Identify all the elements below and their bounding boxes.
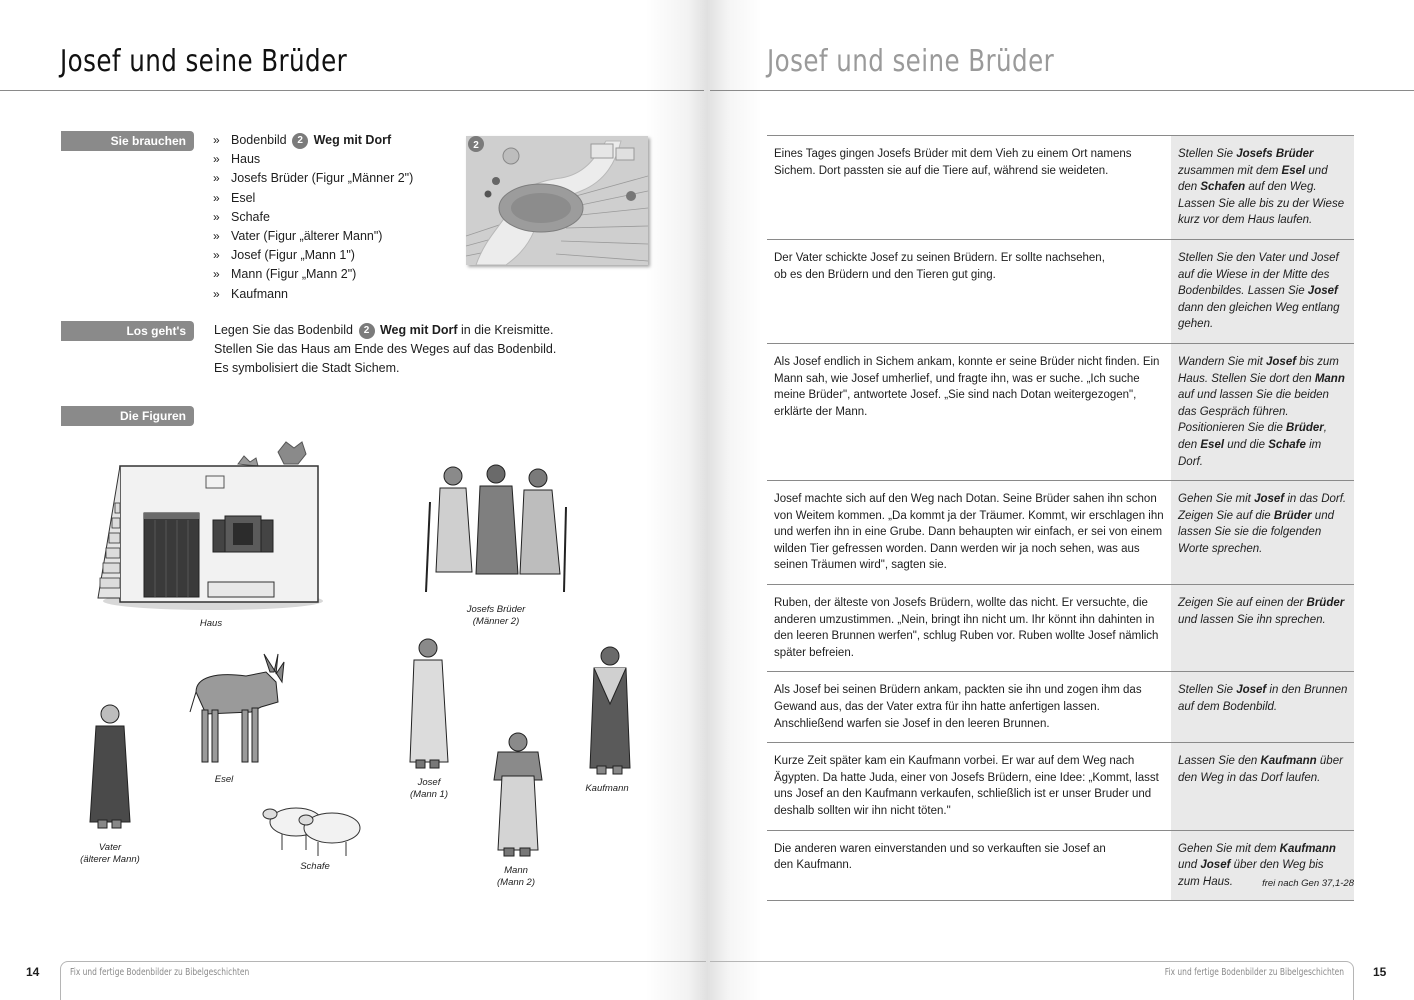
list-item-text: Vater (Figur „älterer Mann") (231, 229, 383, 244)
page-title-right: Josef und seine Brüder (767, 44, 1055, 79)
figure-caption-esel: Esel (214, 774, 234, 785)
table-row (767, 481, 1354, 585)
caption-line: Mann (504, 865, 528, 876)
bible-source-note: frei nach Gen 37,1-28 (1262, 878, 1354, 889)
materials-list (213, 131, 413, 304)
figure-caption-haus: Haus (199, 618, 223, 629)
table-row (767, 585, 1354, 672)
father-figure (84, 702, 136, 832)
list-item-text: Schafe (231, 209, 270, 224)
man-figure (490, 730, 546, 858)
table-row (767, 343, 1354, 480)
story-table-body (767, 136, 1354, 901)
sheep-figure (262, 800, 366, 858)
list-item (213, 208, 413, 227)
title-divider-left (0, 90, 704, 91)
page-title-left: Josef und seine Brüder (60, 44, 348, 79)
chevron-bullet-icon: » (213, 171, 220, 186)
instruction-cell: Stellen Sie Josef in den Brunnen auf dem Bodenbild. (1171, 672, 1354, 743)
instruction-text: Legen Sie das Bodenbild (214, 323, 354, 337)
list-item-text: Haus (231, 152, 261, 167)
chevron-bullet-icon: » (213, 133, 220, 147)
figure-caption-brueder (467, 604, 526, 628)
table-row (767, 830, 1354, 901)
number-badge: 2 (359, 323, 375, 339)
list-item-bold-text: Weg mit Dorf (313, 133, 392, 147)
list-item-text: Josefs Brüder (Figur „Männer 2") (231, 171, 414, 186)
figure-caption-vater (80, 842, 140, 866)
brothers-figure (418, 462, 578, 596)
story-cell: Josef machte sich auf den Weg nach Dotan. Seine Brüder sahen ihn schon von Weitem kommen. „Da kommt ja der Träumer. Kommt, wir erschlagen ihn und werfen ihn in eine Grube. Dann behaupten wir einfach, er sei von einem wilden Tier gefressen worden. Dann werden wir ja noch sehen, was aus seinen Träumen wird", sagten sie. (767, 481, 1171, 585)
page-number-right: 15 (1373, 965, 1387, 979)
figure-caption-mann (497, 865, 535, 889)
list-item (213, 150, 413, 169)
caption-line: (Männer 2) (472, 616, 520, 627)
chevron-bullet-icon: » (213, 190, 220, 205)
table-row (767, 672, 1354, 743)
story-cell: Die anderen waren einverstanden und so verkauften sie Josef an den Kaufmann. (767, 830, 1171, 901)
instruction-cell: Stellen Sie den Vater und Josef auf die Wiese in der Mitte des Bodenbildes. Lassen Sie Josef dann den gleichen Weg entlang gehen. (1171, 239, 1354, 343)
list-item (213, 131, 413, 150)
section-label-sie-brauchen: Sie brauchen (61, 131, 194, 151)
story-cell: Als Josef bei seinen Brüdern ankam, packten sie ihn und zogen ihm das Gewand aus, das der Vater extra für ihn hatte anfertigen lassen. Anschließend warfen sie Josef in den leeren Brunnen. (767, 672, 1171, 743)
list-item (213, 246, 413, 265)
story-cell: Ruben, der älteste von Josefs Brüdern, wollte das nicht. Er versuchte, die anderen umzustimmen. „Nein, bringt ihn nicht um. Ihr könnt ihn dahinten in den leeren Brunnen werfen", schlug Ruben vor. Ruben wollte Josef nämlich später befreien. (767, 585, 1171, 672)
figure-caption-schafe: Schafe (300, 861, 330, 872)
list-item-text: Mann (Figur „Mann 2") (231, 267, 357, 282)
page-number-left: 14 (26, 965, 40, 979)
list-item-text: Kaufmann (231, 286, 288, 301)
instruction-line: Stellen Sie das Haus am Ende des Weges auf das Bodenbild. (214, 342, 557, 356)
donkey-figure (186, 652, 294, 770)
story-cell: Als Josef endlich in Sichem ankam, konnte er seine Brüder nicht finden. Ein Mann sah, wie Josef umherlief, und fragte ihn, was er suche. „Ich suche meine Brüder", antwortete Josef. „Sie sind nach Dotan weitergezogen", erklärte der Mann. (767, 343, 1171, 480)
caption-line: Vater (98, 842, 122, 853)
list-item (213, 227, 413, 246)
list-item (213, 189, 413, 208)
instructions-paragraph (214, 321, 556, 378)
instruction-bold-text: Weg mit Dorf (379, 323, 458, 337)
chevron-bullet-icon: » (213, 152, 220, 167)
caption-line: Josef (417, 777, 441, 788)
floor-picture-thumbnail (466, 136, 648, 265)
thumbnail-number-badge: 2 (473, 140, 479, 151)
josef-figure (402, 636, 456, 772)
caption-line: Josefs Brüder (466, 604, 526, 615)
list-item-text: Josef (Figur „Mann 1") (231, 248, 355, 263)
gutter-shadow-right (707, 0, 762, 1000)
chevron-bullet-icon: » (213, 286, 220, 301)
footer-title-right: Fix und fertige Bodenbilder zu Bibelgeschichten (1164, 967, 1344, 978)
chevron-bullet-icon: » (213, 209, 220, 224)
house-figure (88, 438, 324, 613)
instruction-line: Es symbolisiert die Stadt Sichem. (214, 361, 400, 375)
caption-line: (älterer Mann) (80, 854, 140, 865)
merchant-figure (584, 644, 636, 778)
instruction-cell: Stellen Sie Josefs Brüder zusammen mit dem Esel und den Schafen auf den Weg. Lassen Sie alle bis zu der Wiese kurz vor dem Haus laufen. (1171, 136, 1354, 240)
gutter-shadow-left (645, 0, 707, 1000)
table-row (767, 136, 1354, 240)
chevron-bullet-icon: » (213, 229, 220, 244)
list-item-text: Esel (231, 190, 256, 205)
section-label-los-gehts: Los geht's (61, 321, 194, 341)
instruction-cell: Lassen Sie den Kaufmann über den Weg in das Dorf laufen. (1171, 743, 1354, 830)
instruction-cell: Zeigen Sie auf einen der Brüder und lassen Sie ihn sprechen. (1171, 585, 1354, 672)
title-divider-right (710, 90, 1414, 91)
village-path-illustration (466, 136, 648, 265)
list-item (213, 169, 413, 188)
story-cell: Kurze Zeit später kam ein Kaufmann vorbei. Er war auf dem Weg nach Ägypten. Da hatte Juda, einer von Josefs Brüdern, eine Idee: „Kommt, lasst uns Josef an den Kaufmann verkaufen, schließlich ist er unser Bruder und deshalb sollten wir ihn nicht töten." (767, 743, 1171, 830)
table-row (767, 239, 1354, 343)
instruction-cell: Gehen Sie mit dem Kaufmann und Josef über den Weg bis zum Haus. (1171, 830, 1354, 901)
instruction-cell: Gehen Sie mit Josef in das Dorf. Zeigen Sie auf die Brüder und lassen Sie sie die folgenden Worte sprechen. (1171, 481, 1354, 585)
chevron-bullet-icon: » (213, 267, 220, 282)
figure-caption-josef (410, 777, 448, 801)
instruction-cell: Wandern Sie mit Josef bis zum Haus. Stellen Sie dort den Mann auf und lassen Sie die beiden das Gespräch führen. Positionieren Sie die Brüder, den Esel und die Schafe im Dorf. (1171, 343, 1354, 480)
table-row (767, 743, 1354, 830)
instruction-text: in die Kreismitte. (461, 323, 554, 337)
footer-title-left: Fix und fertige Bodenbilder zu Bibelgeschichten (70, 967, 250, 978)
story-table (767, 135, 1354, 901)
story-cell: Eines Tages gingen Josefs Brüder mit dem Vieh zu einem Ort namens Sichem. Dort passten sie auf die Tiere auf, während sie weideten. (767, 136, 1171, 240)
section-label-die-figuren: Die Figuren (61, 406, 194, 426)
chevron-bullet-icon: » (213, 248, 220, 263)
list-item (213, 265, 413, 284)
caption-line: (Mann 2) (496, 877, 536, 888)
list-item-text: Bodenbild (231, 133, 287, 147)
story-cell: Der Vater schickte Josef zu seinen Brüdern. Er sollte nachsehen, ob es den Brüdern und den Tieren gut ging. (767, 239, 1171, 343)
list-item (213, 285, 413, 304)
figure-caption-kaufmann: Kaufmann (585, 783, 629, 794)
caption-line: (Mann 1) (409, 789, 449, 800)
number-badge: 2 (292, 133, 308, 149)
